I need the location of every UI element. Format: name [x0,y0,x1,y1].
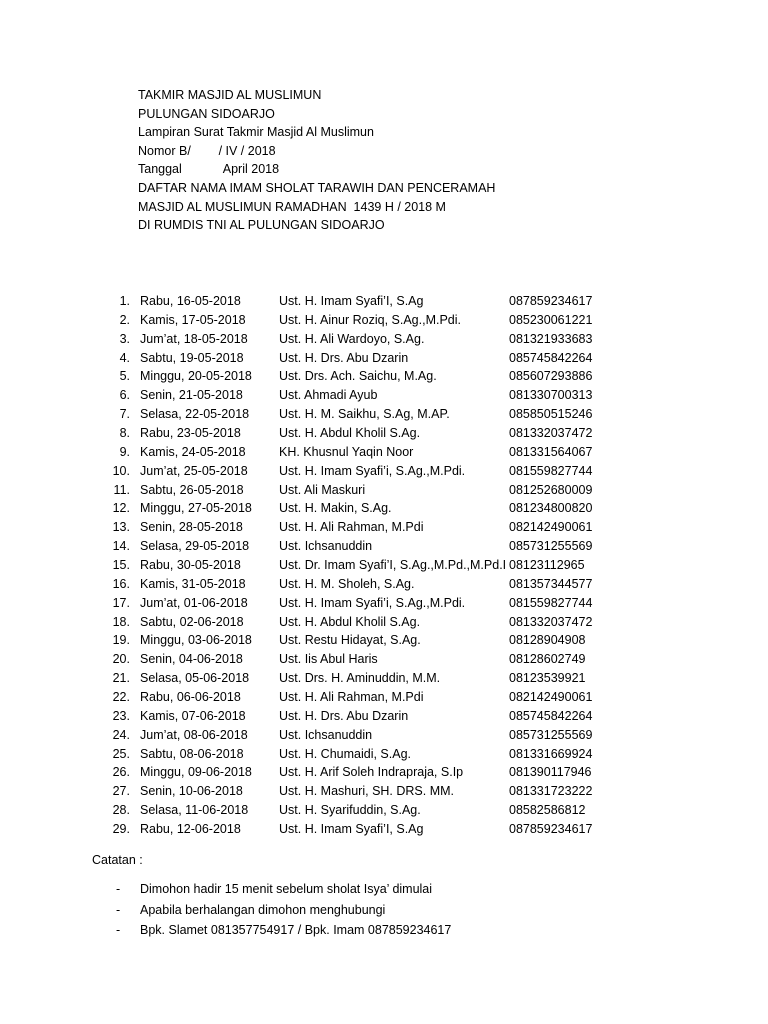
row-number: 21. [112,671,130,686]
row-imam-name: Ust. H. Drs. Abu Dzarin [279,350,409,365]
row-phone: 081330700313 [509,388,593,403]
row-phone: 081390117946 [509,765,592,780]
row-imam-name: Ust. H. M. Saikhu, S.Ag, M.AP. [279,407,450,422]
row-imam-name: Ust. Drs. H. Aminuddin, M.M. [279,671,441,686]
row-phone: 082142490061 [509,690,593,705]
row-number: 17. [112,595,130,610]
row-date: Selasa, 22-05-2018 [140,407,250,422]
row-date: Minggu, 20-05-2018 [140,369,252,384]
row-imam-name: Ust. H. Imam Syafi’I, S.Ag [279,822,424,837]
row-number: 15. [112,558,130,573]
row-phone: 081332037472 [509,614,593,629]
row-date: Kamis, 24-05-2018 [140,444,246,459]
note-bullet: - [116,923,121,937]
row-phone: 085731255569 [509,539,593,554]
row-date: Minggu, 03-06-2018 [140,633,252,648]
row-date: Minggu, 09-06-2018 [140,765,252,780]
row-date: Kamis, 07-06-2018 [140,708,246,723]
row-phone: 085850515246 [509,407,593,422]
row-phone: 082142490061 [509,520,593,535]
row-imam-name: Ust. H. M. Sholeh, S.Ag. [279,576,415,591]
row-number: 12. [112,501,130,516]
row-number: 25. [112,746,130,761]
row-phone: 08128904908 [509,633,586,648]
row-phone: 08582586812 [509,803,586,818]
row-phone: 08123539921 [509,671,586,686]
row-number: 6. [119,388,130,403]
row-date: Rabu, 30-05-2018 [140,558,241,573]
row-imam-name: Ust. H. Arif Soleh Indrapraja, S.Ip [279,765,464,780]
row-number: 27. [112,784,130,799]
row-number: 29. [112,822,130,837]
row-phone: 085745842264 [509,708,593,723]
row-number: 26. [112,765,130,780]
row-date: Rabu, 23-05-2018 [140,426,241,441]
row-number: 5. [119,369,130,384]
row-imam-name: Ust. H. Abdul Kholil S.Ag. [279,614,421,629]
row-imam-name: Ust. H. Ali Rahman, M.Pdi [279,520,424,535]
row-imam-name: Ust. Drs. Ach. Saichu, M.Ag. [279,369,437,384]
row-phone: 085745842264 [509,350,593,365]
row-date: Selasa, 11-06-2018 [140,803,249,818]
row-imam-name: Ust. H. Ali Rahman, M.Pdi [279,690,424,705]
row-number: 7. [119,407,130,422]
row-phone: 081321933683 [509,331,593,346]
row-number: 4. [119,350,130,365]
row-phone: 081357344577 [509,576,593,591]
row-number: 8. [119,426,130,441]
note-text: Bpk. Slamet 081357754917 / Bpk. Imam 087859234617 [140,923,452,937]
row-imam-name: Ust. H. Makin, S.Ag. [279,501,392,516]
row-date: Minggu, 27-05-2018 [140,501,252,516]
row-phone: 081559827744 [509,463,593,478]
row-number: 20. [112,652,130,667]
row-number: 3. [119,331,130,346]
row-phone: 085731255569 [509,727,593,742]
row-date: Senin, 10-06-2018 [140,784,243,799]
row-imam-name: Ust. Ichsanuddin [279,727,373,742]
header-line-org: TAKMIR MASJID AL MUSLIMUN [138,88,322,102]
row-imam-name: Ust. H. Mashuri, SH. DRS. MM. [279,784,455,799]
row-number: 16. [112,576,130,591]
row-number: 18. [112,614,130,629]
header-line-location: PULUNGAN SIDOARJO [138,106,275,121]
row-date: Jum’at, 01-06-2018 [140,595,248,610]
row-phone: 081252680009 [509,482,593,497]
row-imam-name: Ust. Ahmadi Ayub [279,388,378,403]
row-date: Senin, 04-06-2018 [140,652,243,667]
letter-header [138,86,495,235]
row-imam-name: Ust. H. Imam Syafi’i, S.Ag.,M.Pdi. [279,463,466,478]
header-line-attachment: Lampiran Surat Takmir Masjid Al Muslimun [138,125,374,140]
row-imam-name: Ust. H. Drs. Abu Dzarin [279,708,409,723]
header-line-date: Tanggal April 2018 [138,162,280,177]
row-imam-name: Ust. Dr. Imam Syafi’I, S.Ag.,M.Pd.,M.Pd.I [279,558,507,573]
row-imam-name: Ust. Restu Hidayat, S.Ag. [279,633,421,648]
row-number: 2. [119,312,130,327]
row-number: 13. [112,520,130,535]
row-imam-name: Ust. H. Abdul Kholil S.Ag. [279,426,421,441]
row-number: 14. [112,539,130,554]
row-date: Selasa, 05-06-2018 [140,671,250,686]
header-line-venue: DI RUMDIS TNI AL PULUNGAN SIDOARJO [138,218,385,233]
note-text: Dimohon hadir 15 menit sebelum sholat Isya’ dimulai [140,882,433,896]
row-imam-name: Ust. H. Ainur Roziq, S.Ag.,M.Pdi. [279,312,462,327]
row-imam-name: Ust. Ali Maskuri [279,482,366,497]
row-phone: 081234800820 [509,501,593,516]
row-date: Jum’at, 25-05-2018 [140,463,248,478]
row-phone: 085230061221 [509,312,593,327]
row-imam-name: Ust. Iis Abul Haris [279,652,378,667]
note-bullet: - [116,882,121,896]
row-phone: 081331564067 [509,444,593,459]
row-date: Sabtu, 02-06-2018 [140,614,244,629]
row-imam-name: Ust. H. Chumaidi, S.Ag. [279,746,411,761]
row-number: 28. [112,803,130,818]
row-imam-name: Ust. H. Syarifuddin, S.Ag. [279,803,421,818]
row-number: 22. [112,690,130,705]
row-imam-name: Ust. Ichsanuddin [279,539,373,554]
row-date: Jum’at, 18-05-2018 [140,331,248,346]
row-phone: 08123112965 [509,558,585,573]
row-phone: 081331669924 [509,746,593,761]
row-date: Sabtu, 26-05-2018 [140,482,244,497]
row-date: Sabtu, 19-05-2018 [140,350,244,365]
row-phone: 081559827744 [509,595,593,610]
row-phone: 081331723222 [509,784,593,799]
header-line-subtitle: MASJID AL MUSLIMUN RAMADHAN 1439 H / 2018 M [138,199,446,214]
row-date: Selasa, 29-05-2018 [140,539,250,554]
row-number: 9. [119,444,130,459]
note-bullet: - [116,902,121,917]
row-phone: 087859234617 [509,294,593,308]
row-imam-name: Ust. H. Imam Syafi’I, S.Ag [279,294,424,308]
row-number: 1. [119,294,130,308]
row-number: 11. [113,482,130,497]
row-date: Kamis, 31-05-2018 [140,576,246,591]
row-date: Sabtu, 08-06-2018 [140,746,244,761]
row-phone: 085607293886 [509,369,593,384]
row-date: Rabu, 12-06-2018 [140,822,241,837]
notes-title: Catatan : [92,853,143,867]
row-imam-name: Ust. H. Ali Wardoyo, S.Ag. [279,331,425,346]
row-date: Kamis, 17-05-2018 [140,312,246,327]
row-date: Rabu, 06-06-2018 [140,690,241,705]
row-number: 19. [112,633,130,648]
row-date: Jum’at, 08-06-2018 [140,727,248,742]
note-text: Apabila berhalangan dimohon menghubungi [140,902,386,917]
row-date: Rabu, 16-05-2018 [140,294,241,308]
row-date: Senin, 21-05-2018 [140,388,243,403]
row-date: Senin, 28-05-2018 [140,520,243,535]
header-line-title: DAFTAR NAMA IMAM SHOLAT TARAWIH DAN PENCERAMAH [138,180,496,195]
row-phone: 081332037472 [509,426,593,441]
row-imam-name: KH. Khusnul Yaqin Noor [279,444,414,459]
row-imam-name: Ust. H. Imam Syafi’i, S.Ag.,M.Pdi. [279,595,466,610]
row-number: 23. [112,708,130,723]
row-number: 10. [112,463,130,478]
header-line-number: Nomor B/ / IV / 2018 [138,143,276,158]
row-phone: 087859234617 [509,822,593,837]
row-number: 24. [112,727,130,742]
row-phone: 08128602749 [509,652,586,667]
